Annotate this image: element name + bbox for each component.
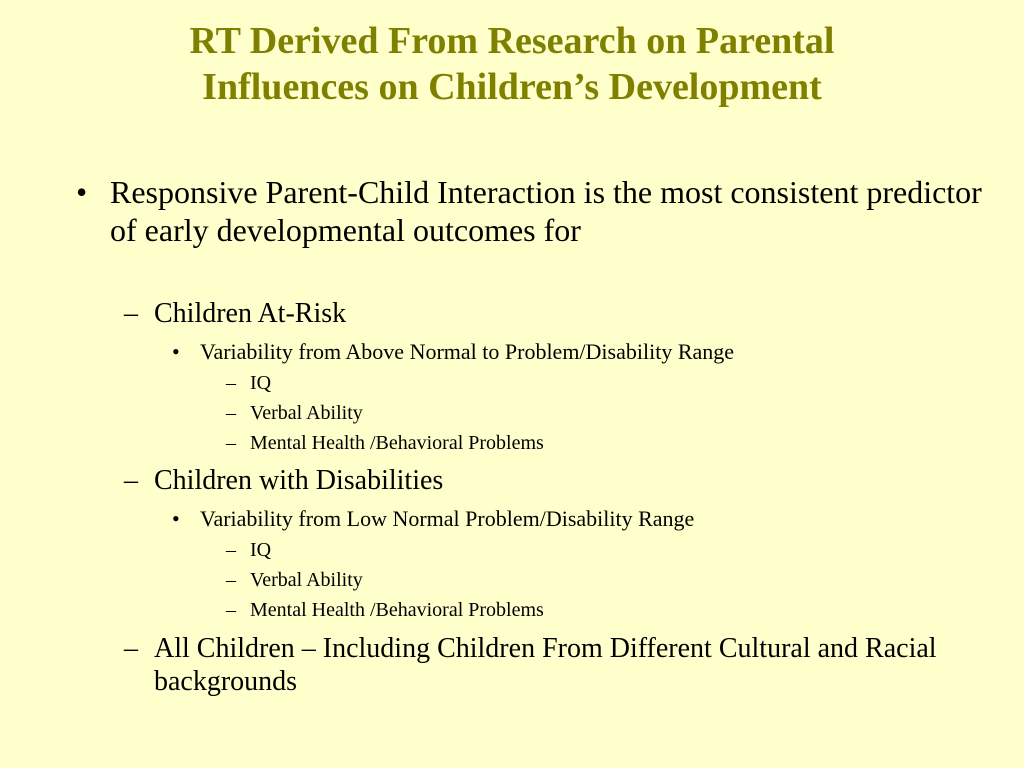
sub-bullet xyxy=(172,506,694,532)
list-item-text: IQ xyxy=(250,372,272,394)
title-line-2: Influences on Children’s Development xyxy=(202,66,822,108)
bullet-marker: • xyxy=(172,339,180,364)
list-item xyxy=(226,401,363,425)
list-item-text: Verbal Ability xyxy=(250,569,363,591)
bullet-marker: • xyxy=(76,174,88,210)
list-item-text: IQ xyxy=(250,539,272,561)
group-heading: Children with Disabilities xyxy=(154,465,444,496)
sub-bullet-text: Variability from Above Normal to Problem/Disability Range xyxy=(200,339,735,364)
dash-marker: – xyxy=(226,569,236,591)
bullet-marker: • xyxy=(172,506,180,531)
list-item xyxy=(226,598,544,622)
group-all-children xyxy=(124,632,964,698)
group-heading: All Children – Including Children From Different Cultural and Racial backgrounds xyxy=(154,633,937,697)
dash-marker: – xyxy=(226,372,236,394)
group-children-at-risk xyxy=(124,297,984,330)
group-heading: Children At-Risk xyxy=(154,298,347,329)
list-item-text: Mental Health /Behavioral Problems xyxy=(250,432,544,454)
dash-marker: – xyxy=(226,432,236,454)
dash-marker: – xyxy=(124,465,138,496)
title-line-1: RT Derived From Research on Parental xyxy=(189,20,835,62)
list-item xyxy=(226,538,271,562)
list-item-text: Mental Health /Behavioral Problems xyxy=(250,599,544,621)
slide-title xyxy=(60,18,964,110)
sub-bullet-text: Variability from Low Normal Problem/Disability Range xyxy=(200,506,695,531)
list-item xyxy=(226,431,544,455)
dash-marker: – xyxy=(124,298,138,329)
list-item xyxy=(226,371,271,395)
dash-marker: – xyxy=(124,633,138,664)
group-children-with-disabilities xyxy=(124,464,984,497)
dash-marker: – xyxy=(226,402,236,424)
list-item-text: Verbal Ability xyxy=(250,402,363,424)
main-bullet xyxy=(76,173,986,249)
main-bullet-text: Responsive Parent-Child Interaction is the most consistent predictor of early developmental outcomes for xyxy=(110,174,982,248)
sub-bullet xyxy=(172,339,734,365)
dash-marker: – xyxy=(226,599,236,621)
dash-marker: – xyxy=(226,539,236,561)
list-item xyxy=(226,568,363,592)
